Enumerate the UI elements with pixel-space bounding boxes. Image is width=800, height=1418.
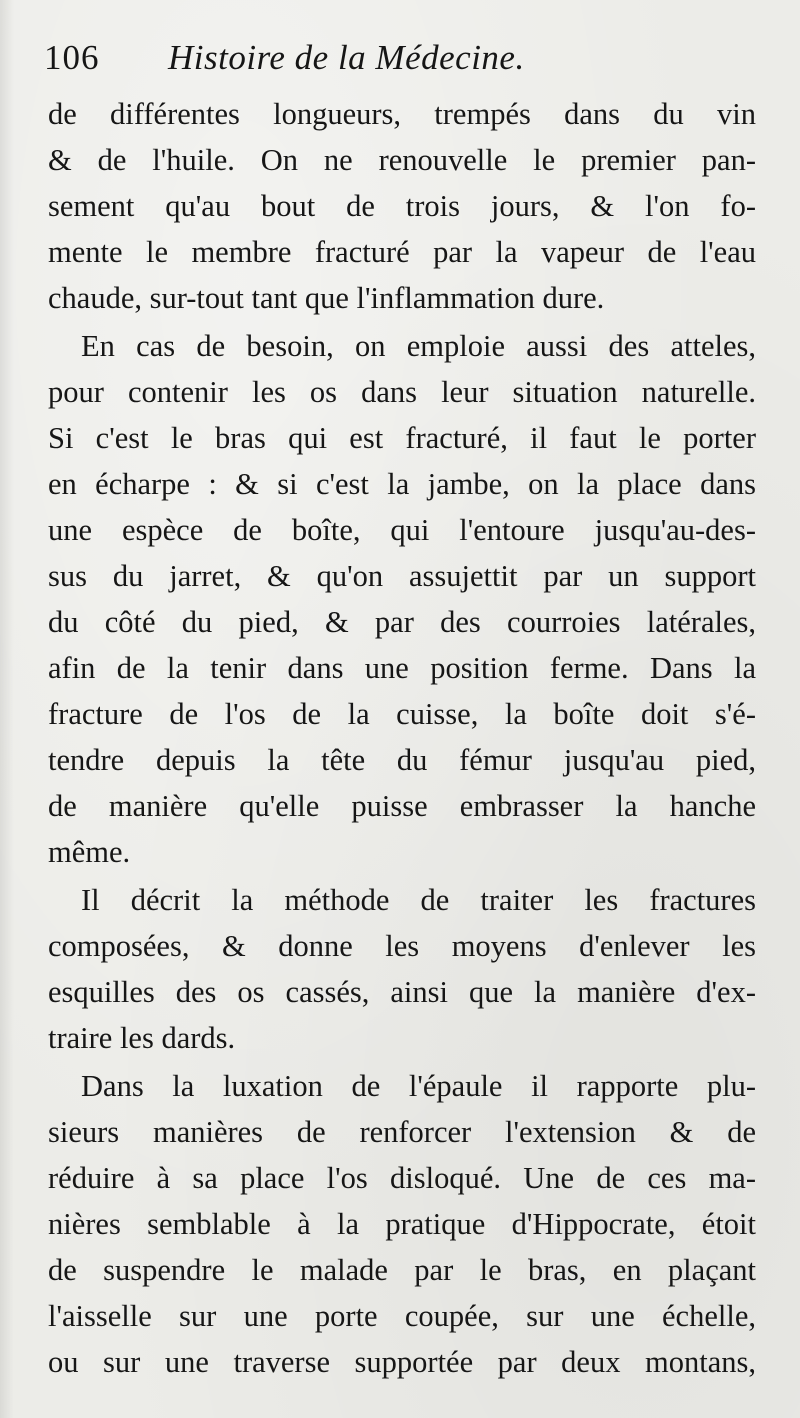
text-line: même. [48, 835, 131, 869]
page-gutter-shadow [0, 0, 14, 1418]
text-line: pour contenir les os dans leur situation naturelle. [48, 375, 756, 409]
text-line: mente le membre fracturé par la vapeur de l'eau [48, 235, 756, 269]
text-line: esquilles des os cassés, ainsi que la manière d'ex- [48, 975, 756, 1009]
text-line: une espèce de boîte, qui l'entoure jusqu'au-des- [48, 513, 756, 547]
text-line: de suspendre le malade par le bras, en plaçant [48, 1253, 756, 1287]
running-title: Histoire de la Médecine. [168, 38, 525, 77]
text-line: en écharpe : & si c'est la jambe, on la place dans [48, 467, 756, 501]
text-line: ou sur une traverse supportée par deux montans, [48, 1345, 756, 1379]
text-line: du côté du pied, & par des courroies latérales, [48, 605, 756, 639]
paragraph-start-line: Il décrit la méthode de traiter les fractures [81, 883, 756, 917]
text-line: & de l'huile. On ne renouvelle le premier pan- [48, 143, 756, 177]
text-line: afin de la tenir dans une position ferme. Dans la [48, 651, 756, 685]
page-number: 106 [44, 38, 100, 77]
paragraph-start-line: Dans la luxation de l'épaule il rapporte plu- [81, 1069, 756, 1103]
text-line: traire les dards. [48, 1021, 236, 1055]
text-line: composées, & donne les moyens d'enlever les [48, 929, 756, 963]
text-line: tendre depuis la tête du fémur jusqu'au pied, [48, 743, 756, 777]
text-line: sieurs manières de renforcer l'extension & de [48, 1115, 756, 1149]
text-line: sus du jarret, & qu'on assujettit par un support [48, 559, 756, 593]
text-line: nières semblable à la pratique d'Hippocrate, étoit [48, 1207, 756, 1241]
text-line: fracture de l'os de la cuisse, la boîte doit s'é- [48, 697, 756, 731]
paragraph-start-line: En cas de besoin, on emploie aussi des atteles, [81, 329, 756, 363]
text-line: de manière qu'elle puisse embrasser la hanche [48, 789, 756, 823]
text-line: de différentes longueurs, trempés dans du vin [48, 97, 756, 131]
page-header [44, 38, 764, 88]
text-line: l'aisselle sur une porte coupée, sur une échelle, [48, 1299, 756, 1333]
text-line: réduire à sa place l'os disloqué. Une de ces ma- [48, 1161, 756, 1195]
text-line: Si c'est le bras qui est fracturé, il faut le porter [48, 421, 756, 455]
body-text [48, 91, 756, 1385]
text-line: sement qu'au bout de trois jours, & l'on fo- [48, 189, 756, 223]
text-line: chaude, sur-tout tant que l'inflammation dure. [48, 281, 605, 315]
